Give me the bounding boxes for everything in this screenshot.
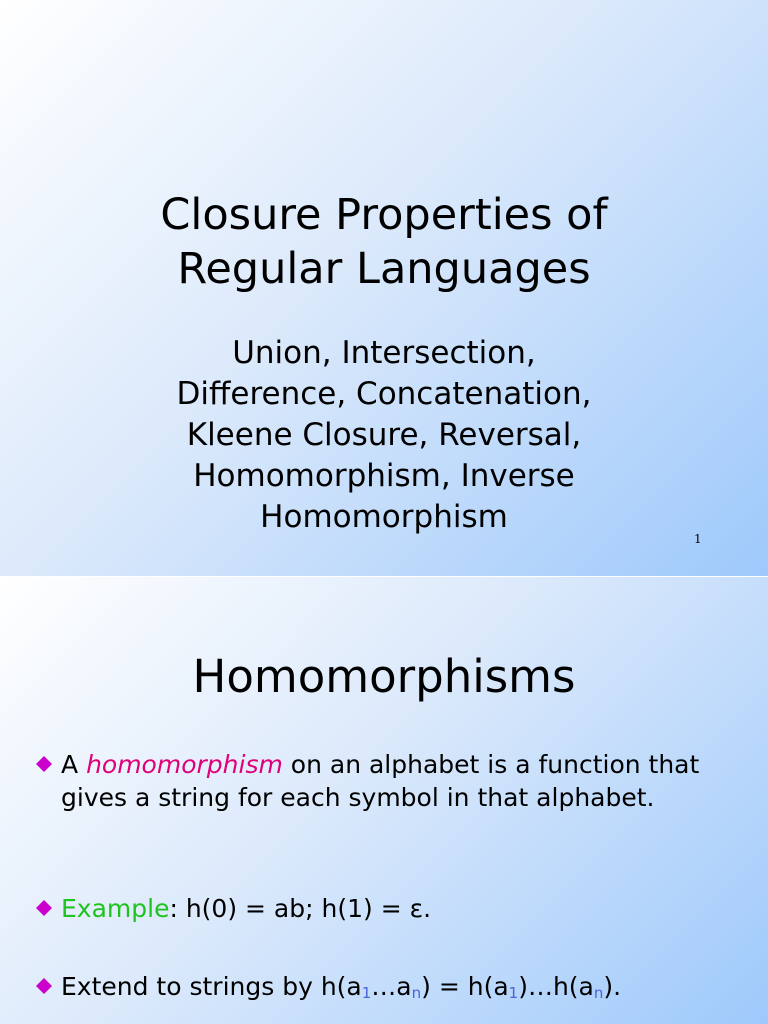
formula-part: Extend to strings by h(a (61, 972, 362, 1001)
bullet-text (61, 748, 724, 814)
subtitle-line: Union, Intersection, (232, 335, 536, 371)
diamond-bullet-icon (34, 754, 54, 774)
subscript: n (411, 984, 422, 1002)
bullet-item-extend (34, 970, 724, 1010)
bullet-text (61, 970, 724, 1010)
slide-2 (0, 577, 768, 1024)
subtitle-line: Homomorphism, Inverse (193, 458, 575, 494)
example-label: Example (61, 894, 170, 923)
formula-part: ) = h(a (421, 972, 509, 1001)
page-number: 1 (694, 532, 702, 546)
title-line-1: Closure Properties of (160, 190, 608, 240)
diamond-bullet-icon (34, 976, 54, 996)
example-body: : h(0) = ab; h(1) = ε. (169, 894, 432, 923)
slide-1-title (0, 188, 768, 296)
bullet-item-definition (34, 748, 724, 814)
bullet-prefix: A (61, 750, 79, 779)
formula-part: …a (371, 972, 412, 1001)
title-line-2: Regular Languages (177, 244, 591, 294)
homomorphism-term: homomorphism (86, 750, 283, 779)
subtitle-line: Kleene Closure, Reversal, (186, 417, 582, 453)
formula-part: )…h(a (518, 972, 594, 1001)
subscript: 1 (361, 984, 372, 1002)
subtitle-line: Homomorphism (260, 499, 508, 535)
diamond-bullet-icon (34, 898, 54, 918)
slide-1-subtitle (0, 333, 768, 538)
subscript: 1 (508, 984, 519, 1002)
bullet-text (61, 892, 724, 925)
slide-2-title: Homomorphisms (192, 650, 576, 703)
bullet-item-example (34, 892, 724, 925)
subscript: n (593, 984, 604, 1002)
bullet-body: on an alphabet is a function that gives a string for each symbol in that alphabet. (61, 750, 700, 812)
formula-part: ). (603, 972, 622, 1001)
subtitle-line: Difference, Concatenation, (176, 376, 592, 412)
